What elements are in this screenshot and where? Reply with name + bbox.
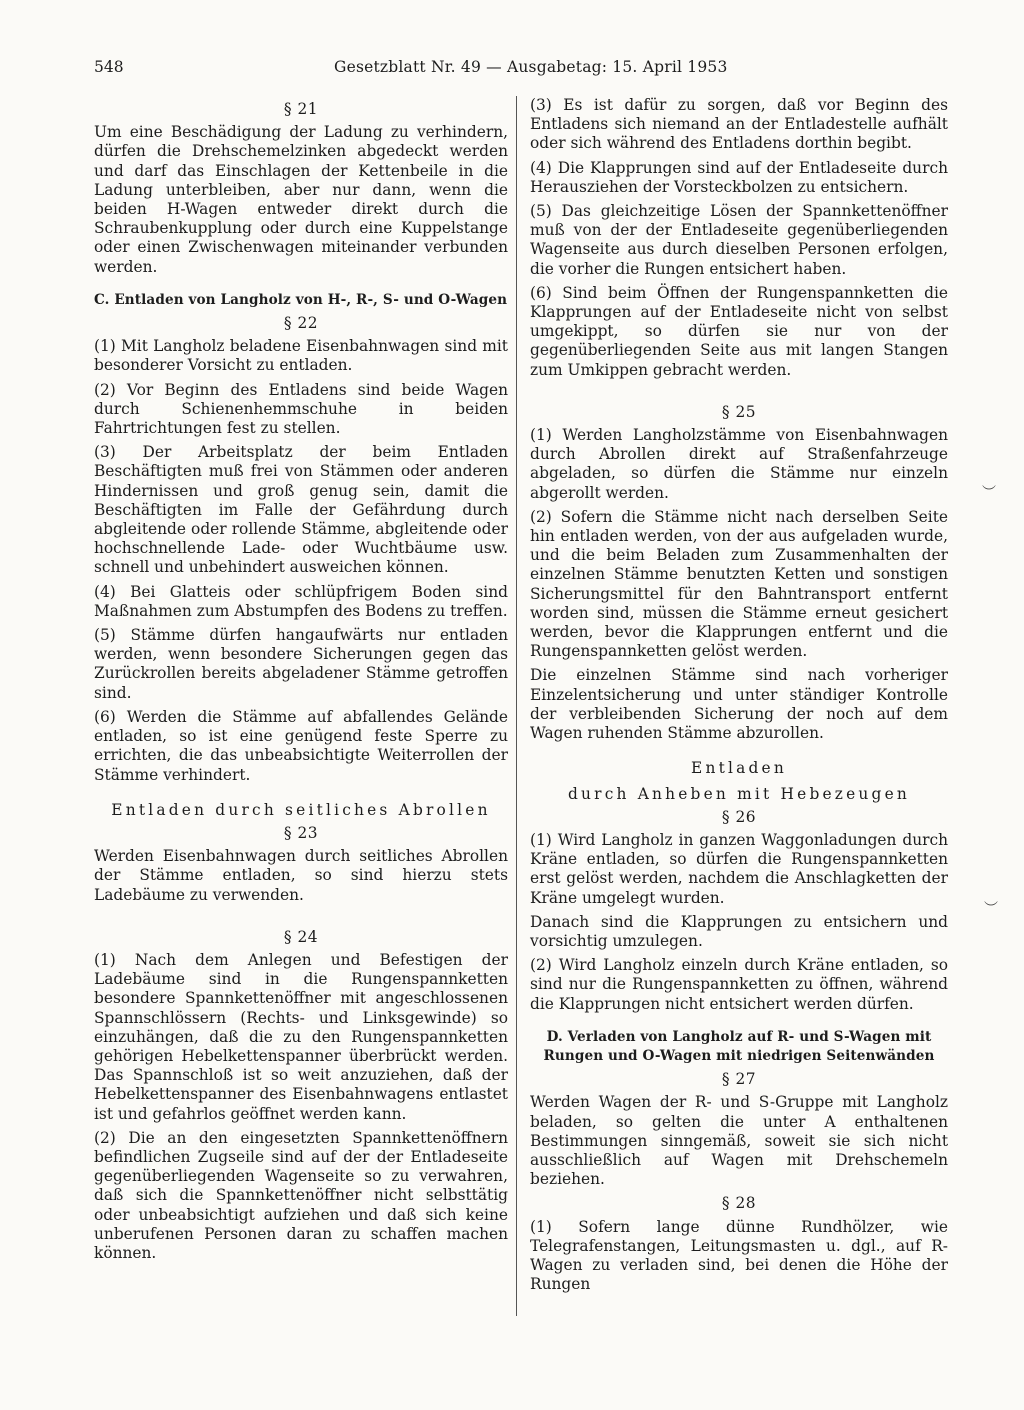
section-title-23: § 23 (283, 823, 319, 842)
section-23-text: Werden Eisenbahnwagen durch seitliches Abrollen der Stämme entladen, so sind hierzu stets Ladebäume zu verwenden. (94, 847, 508, 904)
section-24-p2: (2) Die an den eingesetzten Spannkettenöffnern befindlichen Zugseile sind auf der der Entladeseite gegenüberliegenden Wagenseite so zu verwahren, daß sich die Spannkettenöffner nicht selbsttätig oder unbeabsichtigt aufziehen und daß sich keine unberufenen Personen daran zu schaffen machen können. (94, 1128, 508, 1262)
section-26-p3: (2) Wird Langholz einzeln durch Kräne entladen, so sind nur die Rungenspannketten zu öffnen, während die Klapprungen nicht entsichert werden dürfen. (530, 956, 948, 1013)
section-title-24: § 24 (283, 927, 319, 946)
section-22-p6: (6) Werden die Stämme auf abfallendes Gelände entladen, so ist eine genügend feste Sperre zu errichten, die das unbeabsichtigte Weiterrollen der Stämme verhindert. (94, 707, 508, 784)
section-title-28: § 28 (721, 1194, 757, 1213)
section-title-22: § 22 (283, 314, 319, 333)
section-28-p1: (1) Sofern lange dünne Rundhölzer, wie Telegrafenstangen, Leitungsmasten u. dgl., auf R-Wagen zu verladen sind, bei denen die Höhe der Rungen (530, 1217, 948, 1294)
page-number: 548 (94, 58, 124, 76)
section-26-p2: Danach sind die Klapprungen zu entsichern und vorsichtig umzulegen. (530, 912, 948, 950)
heading-d: D. Verladen von Langholz auf R- und S-Wagen mit Rungen und O-Wagen mit niedrigen Seitenwänden (543, 1028, 935, 1064)
margin-mark: ︶ (982, 485, 996, 501)
heading-abrollen: Entladen durch seitliches Abrollen (111, 800, 491, 819)
section-25-p1: (1) Werden Langholzstämme von Eisenbahnwagen durch Abrollen direkt auf Straßenfahrzeuge abgeladen, so dürfen die Stämme nur einzeln abgerollt werden. (530, 426, 948, 502)
section-26-p1: (1) Wird Langholz in ganzen Waggonladungen durch Kräne entladen, so dürfen die Rungenspannketten erst gelöst werden, nachdem die Anschlagketten der Kräne umgelegt wurden. (530, 830, 948, 907)
heading-heben-line2: durch Anheben mit Hebezeugen (567, 784, 911, 803)
section-21-text: Um eine Beschädigung der Ladung zu verhindern, dürfen die Drehschemelzinken abgedeckt werden und darf das Einschlagen der Kettenbeile in die Ladung unterbleiben, aber nur dann, wenn die beiden H-Wagen entweder direkt durch die Schraubenkupplung oder durch eine Kuppelstange oder einen Zwischenwagen miteinander verbunden werden. (94, 123, 508, 276)
section-22-p1: (1) Mit Langholz beladene Eisenbahnwagen sind mit besonderer Vorsicht zu entladen. (94, 337, 508, 375)
section-22-p3: (3) Der Arbeitsplatz der beim Entladen Beschäftigten muß frei von Stämmen oder anderen Hindernissen und groß genug sein, damit die Beschäftigten im Falle der Gefährdung durch abgleitende oder rollende Stämme, abgleitende oder hochschnellende Lade- oder Wuchtbäume usw. schnell und unbehindert ausweichen können. (94, 443, 508, 577)
section-title-25: § 25 (721, 402, 757, 421)
page-header (94, 58, 944, 82)
section-title-26: § 26 (721, 807, 757, 826)
right-column (530, 96, 948, 1299)
section-24-p1: (1) Nach dem Anlegen und Befestigen der Ladebäume sind in die Rungenspannketten besondere Spannkettenöffner mit angeschlossenen Spannschlössern (Rechts- und Linksgewinde) so einzuhängen, daß die zu den Rungenspannketten gehörigen Hebelkettenspanner überbrückt werden. Das Spannschloß ist so weit anzuziehen, daß der Hebelkettenspanner des Eisenbahnwagens entlastet ist und gefahrlos geöffnet werden kann. (94, 950, 508, 1123)
section-24-p5: (5) Das gleichzeitige Lösen der Spannkettenöffner muß von der der Entladeseite gegenüberliegenden Wagenseite aus durch dieselben Personen erfolgen, die vorher die Rungen entsichert haben. (530, 202, 948, 278)
section-24-p6: (6) Sind beim Öffnen der Rungenspannketten die Klapprungen auf der Entladeseite nicht von selbst umgekippt, so dürfen sie nur von der gegenüberliegenden Seite aus mit langen Stangen zum Umkippen gebracht werden. (530, 283, 948, 379)
section-22-p5: (5) Stämme dürfen hangaufwärts nur entladen werden, wenn besondere Sicherungen gegen das Zurückrollen bereits abgeladener Stämme getroffen sind. (94, 626, 508, 702)
section-title-27: § 27 (721, 1070, 757, 1089)
margin-mark: ︶ (984, 901, 998, 917)
section-25-p2: (2) Sofern die Stämme nicht nach derselben Seite hin entladen werden, von der aus aufgeladen wurde, und die beim Beladen zum Zusammenhalten der einzelnen Stämme benutzten Ketten und sonstigen Sicherungsmittel für den Bahntransport entfernt worden sind, müssen die Stämme erneut gesichert werden, bevor die Klapprungen entfernt und die Rungenspannketten gelöst werden. (530, 507, 948, 661)
heading-heben-line1: Entladen (691, 759, 787, 778)
page-header-title: Gesetzblatt Nr. 49 — Ausgabetag: 15. April 1953 (334, 58, 728, 76)
section-24-p4: (4) Die Klapprungen sind auf der Entladeseite durch Herausziehen der Vorsteckbolzen zu entsichern. (530, 158, 948, 196)
section-24-p3: (3) Es ist dafür zu sorgen, daß vor Beginn des Entladens sich niemand an der Entladestelle aufhält oder sich während des Entladens dorthin begibt. (530, 96, 948, 153)
section-27-text: Werden Wagen der R- und S-Gruppe mit Langholz beladen, so gelten die unter A enthaltenen Bestimmungen sinngemäß, soweit sie sich nicht ausschließlich auf Wagen mit Drehschemeln beziehen. (530, 1093, 948, 1189)
left-column (94, 96, 508, 1268)
section-25-p3: Die einzelnen Stämme sind nach vorheriger Einzelentsicherung und unter ständiger Kontrolle der verbleibenden Sicherung der noch auf dem Wagen ruhenden Stämme abzurollen. (530, 666, 948, 743)
section-22-p4: (4) Bei Glatteis oder schlüpfrigem Boden sind Maßnahmen zum Abstumpfen des Bodens zu treffen. (94, 582, 508, 620)
heading-c: C. Entladen von Langholz von H-, R-, S- und O-Wagen (94, 291, 508, 308)
column-divider (516, 96, 517, 1316)
section-22-p2: (2) Vor Beginn des Entladens sind beide Wagen durch Schienenhemmschuhe in beiden Fahrtrichtungen fest zu stellen. (94, 380, 508, 438)
section-title-21: § 21 (283, 100, 319, 118)
